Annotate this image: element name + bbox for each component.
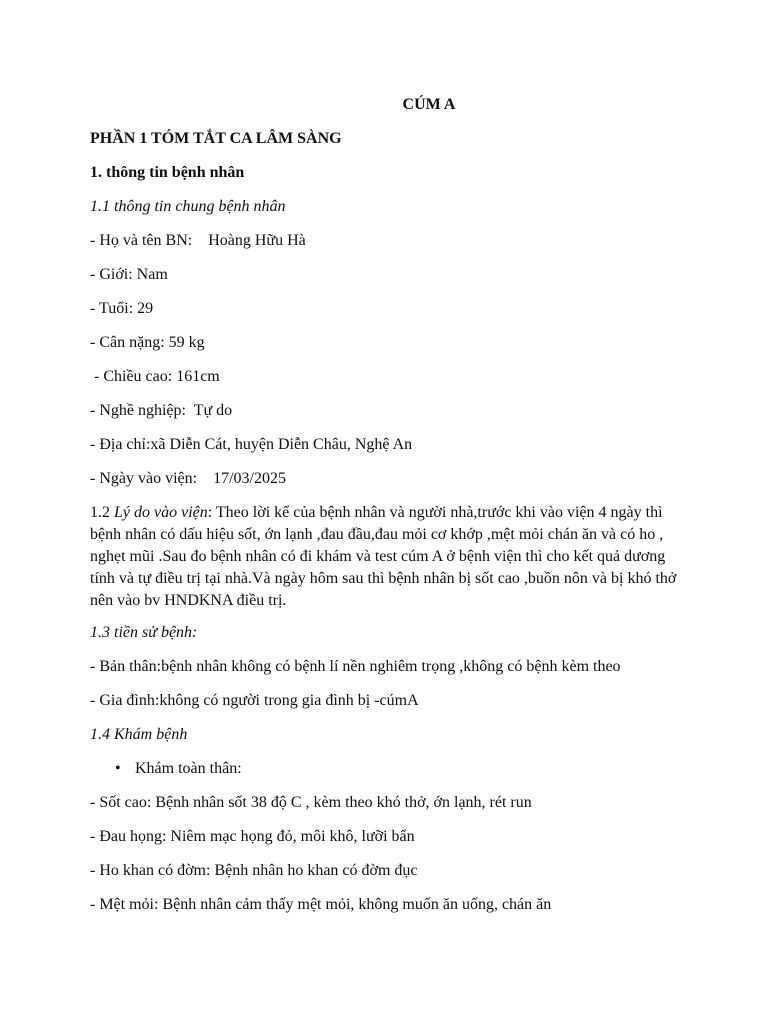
patient-age-line: - Tuổi: 29 — [90, 300, 154, 317]
patient-height-line: - Chiều cao: 161cm — [90, 368, 220, 385]
symptom-cough-line: - Ho khan có đờm: Bệnh nhân ho khan có đờm đục — [90, 862, 418, 879]
history-self-line: - Bản thân:bệnh nhân không có bệnh lí nền nghiêm trọng ,không có bệnh kèm theo — [90, 658, 621, 675]
reason-paragraph — [90, 502, 690, 612]
part-heading: PHẦN 1 TÓM TẮT CA LÂM SÀNG — [90, 130, 342, 147]
symptom-fever-line: - Sốt cao: Bệnh nhân sốt 38 độ C , kèm theo khó thở, ớn lạnh, rét run — [90, 794, 532, 811]
exam-heading: 1.4 Khám bệnh — [90, 726, 188, 743]
bullet-list-item — [90, 758, 690, 780]
reason-number: 1.2 — [90, 504, 114, 521]
symptom-throat-line: - Đau họng: Niêm mạc họng đỏ, môi khô, lưỡi bẩn — [90, 828, 415, 845]
admission-date-line: - Ngày vào viện: 17/03/2025 — [90, 470, 286, 487]
patient-occupation-line: - Nghề nghiệp: Tự do — [90, 402, 233, 419]
reason-text: : Theo lời kể của bệnh nhân và người nhà,trước khi vào viện 4 ngày thì bệnh nhân có dấu hiệu sốt, ớn lạnh ,đau đầu,đau mỏi cơ khớp ,mệt mỏi chán ăn và có ho , nghẹt mũi .Sau đo bệnh nhân có đi khám và test cúm A ở bệnh viện thì cho kết quả dương tính và tự điều trị tại nhà.Và ngày hôm sau thì bệnh nhân bị sốt cao ,buồn nôn và bị khó thở nên vào bv HNDKNA điều trị. — [90, 504, 677, 609]
patient-gender-line: - Giới: Nam — [90, 266, 168, 283]
bullet-text: Khám toàn thân: — [135, 760, 242, 777]
symptom-fatigue-line: - Mệt mỏi: Bệnh nhân cảm thấy mệt mỏi, không muốn ăn uống, chán ăn — [90, 896, 552, 913]
patient-weight-line: - Cân nặng: 59 kg — [90, 334, 205, 351]
reason-label: Lý do vào viện — [114, 504, 208, 521]
document-page — [90, 94, 690, 928]
history-heading: 1.3 tiền sử bệnh: — [90, 624, 198, 641]
section-heading: 1. thông tin bệnh nhân — [90, 164, 245, 181]
patient-address-line: - Địa chỉ:xã Diễn Cát, huyện Diễn Châu, Nghệ An — [90, 436, 413, 453]
subsection-heading: 1.1 thông tin chung bệnh nhân — [90, 198, 286, 215]
history-family-line: - Gia đình:không có người trong gia đình bị -cúmA — [90, 692, 419, 709]
patient-name-line: - Họ và tên BN: Hoàng Hữu Hà — [90, 232, 306, 249]
bullet-icon: • — [115, 760, 121, 777]
document-title: CÚM A — [402, 96, 456, 113]
